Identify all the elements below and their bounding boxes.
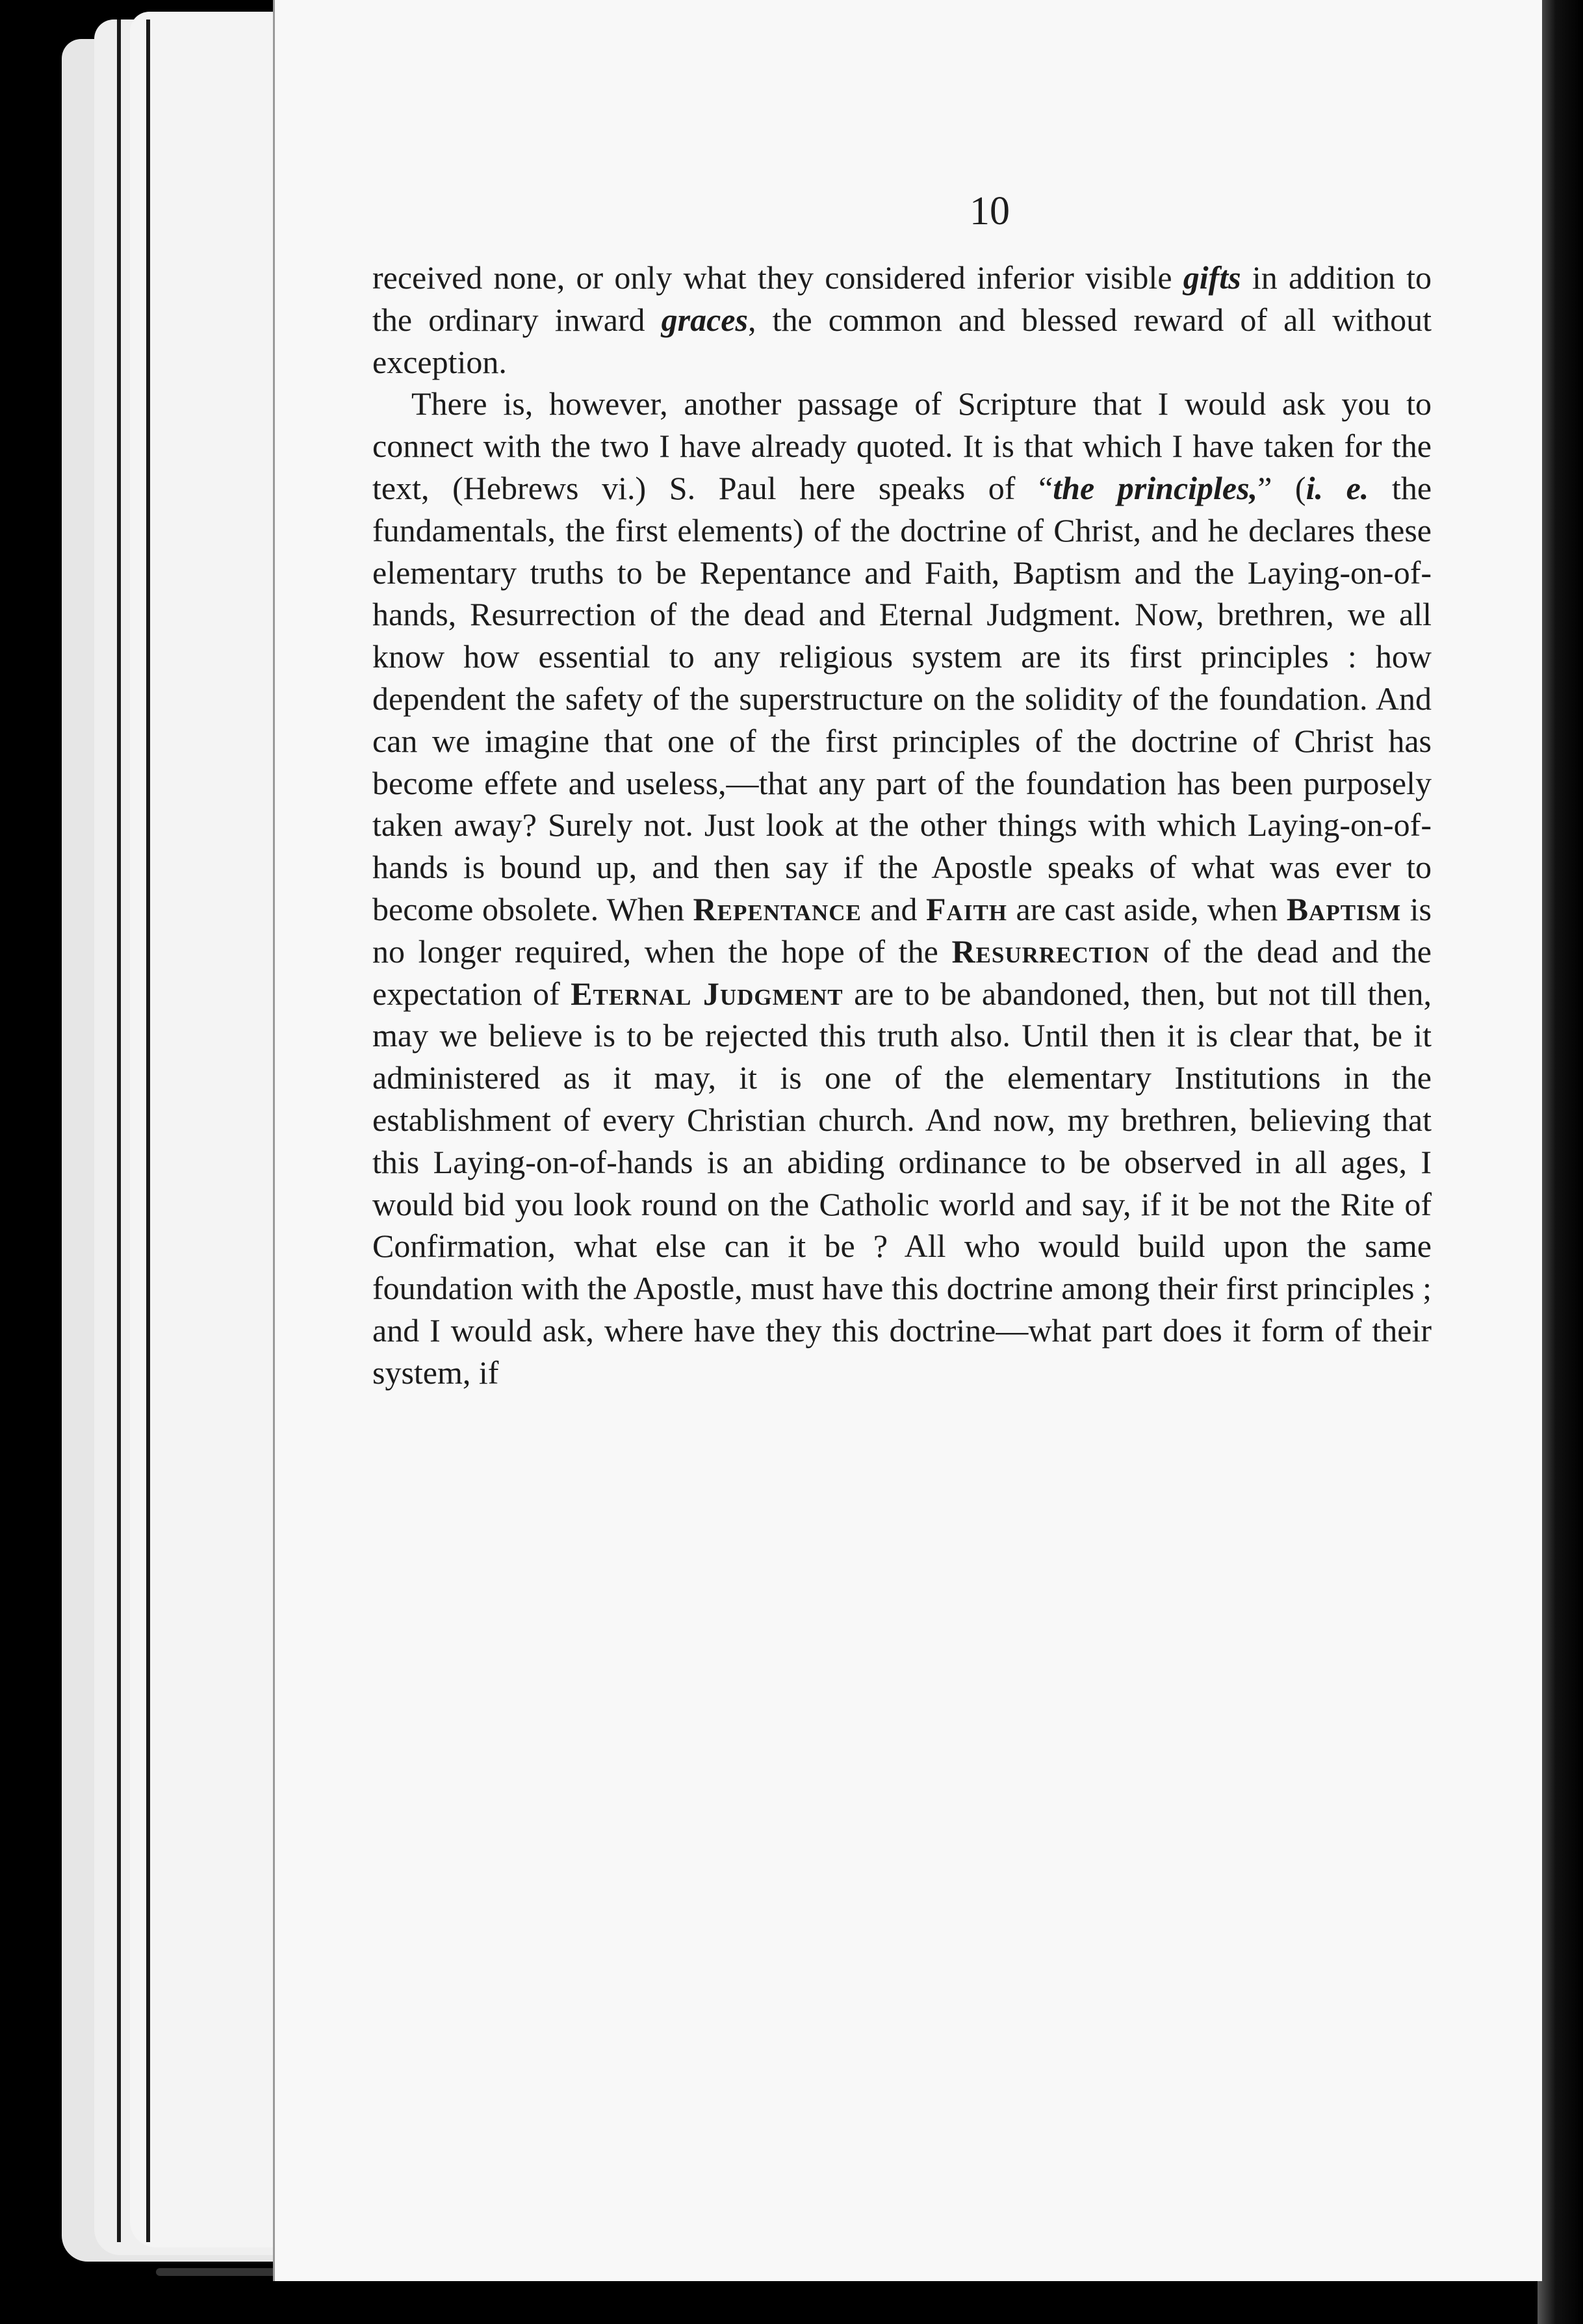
- text-run: received none, or only what they considered inferior visible: [372, 259, 1183, 296]
- text-run: is no longer required, when the hope of the: [372, 890, 1432, 970]
- text-run: There is, however, another passage of Scripture that I would ask you to connect with the two I have already quoted. It is that which I have taken for the text, (Hebrews vi.) S. Paul here speaks of “: [372, 385, 1432, 506]
- emphasis-text: i. e.: [1306, 469, 1369, 506]
- small-caps-text: Faith: [926, 890, 1008, 927]
- small-caps-text: Baptism: [1286, 890, 1402, 927]
- emphasis-text: gifts: [1183, 259, 1241, 296]
- body-text: [372, 257, 1432, 1394]
- text-run: ” (: [1257, 469, 1306, 506]
- small-caps-text: Resurrection: [951, 933, 1150, 970]
- paragraph-2: [372, 383, 1432, 1393]
- emphasis-text: graces: [661, 301, 748, 338]
- text-run: are cast aside, when: [1007, 890, 1287, 927]
- book-gutter: [1538, 0, 1583, 2324]
- text-run: in addition to the ordinary inward: [372, 259, 1432, 338]
- text-run: the fundamentals, the first elements) of the doctrine of Christ, and he declares these elementary truths to be Repentance and Faith, Baptism and the Laying-on-of-hands, Resurrection of the dead and Eternal Judgment. Now, brethren, we all know how essential to any religious system are its first principles : how dependent the safety of the superstructure on the solidity of the foundation. And can we imagine that one of the first principles of the doctrine of Christ has become effete and useless,—that any part of the foundation has been purposely taken away? Surely not. Just look at the other things with which Laying-on-of-hands is bound up, and then say if the Apostle speaks of what was ever to become obsolete. When: [372, 469, 1432, 927]
- page-number: 10: [970, 189, 1010, 233]
- small-caps-text: Repentance: [693, 890, 862, 927]
- paragraph-1: [372, 257, 1432, 383]
- text-run: and: [861, 890, 927, 927]
- emphasis-text: the principles,: [1053, 469, 1258, 506]
- text-run: of the dead and the expectation of: [372, 933, 1432, 1012]
- book-page: [273, 0, 1542, 2281]
- small-caps-text: Eternal Judgment: [571, 975, 843, 1012]
- text-run: are to be abandoned, then, but not till then, may we believe is to be rejected this truth also. Until then it is clear that, be it administered as it may, it is one of the elementary Institutions in the establishment of every Christian church. And now, my brethren, believing that this Laying-on-of-hands is an abiding ordinance to be observed in all ages, I would bid you look round on the Catholic world and say, if it be not the Rite of Confirmation, what else can it be ? All who would build upon the same foundation with the Apostle, must have this doctrine among their first principles ; and I would ask, where have they this doctrine—what part does it form of their system, if: [372, 975, 1432, 1391]
- page-edge-line: [117, 19, 121, 2242]
- page-edge-line: [146, 19, 150, 2242]
- text-run: , the common and blessed reward of all without exception.: [372, 301, 1432, 380]
